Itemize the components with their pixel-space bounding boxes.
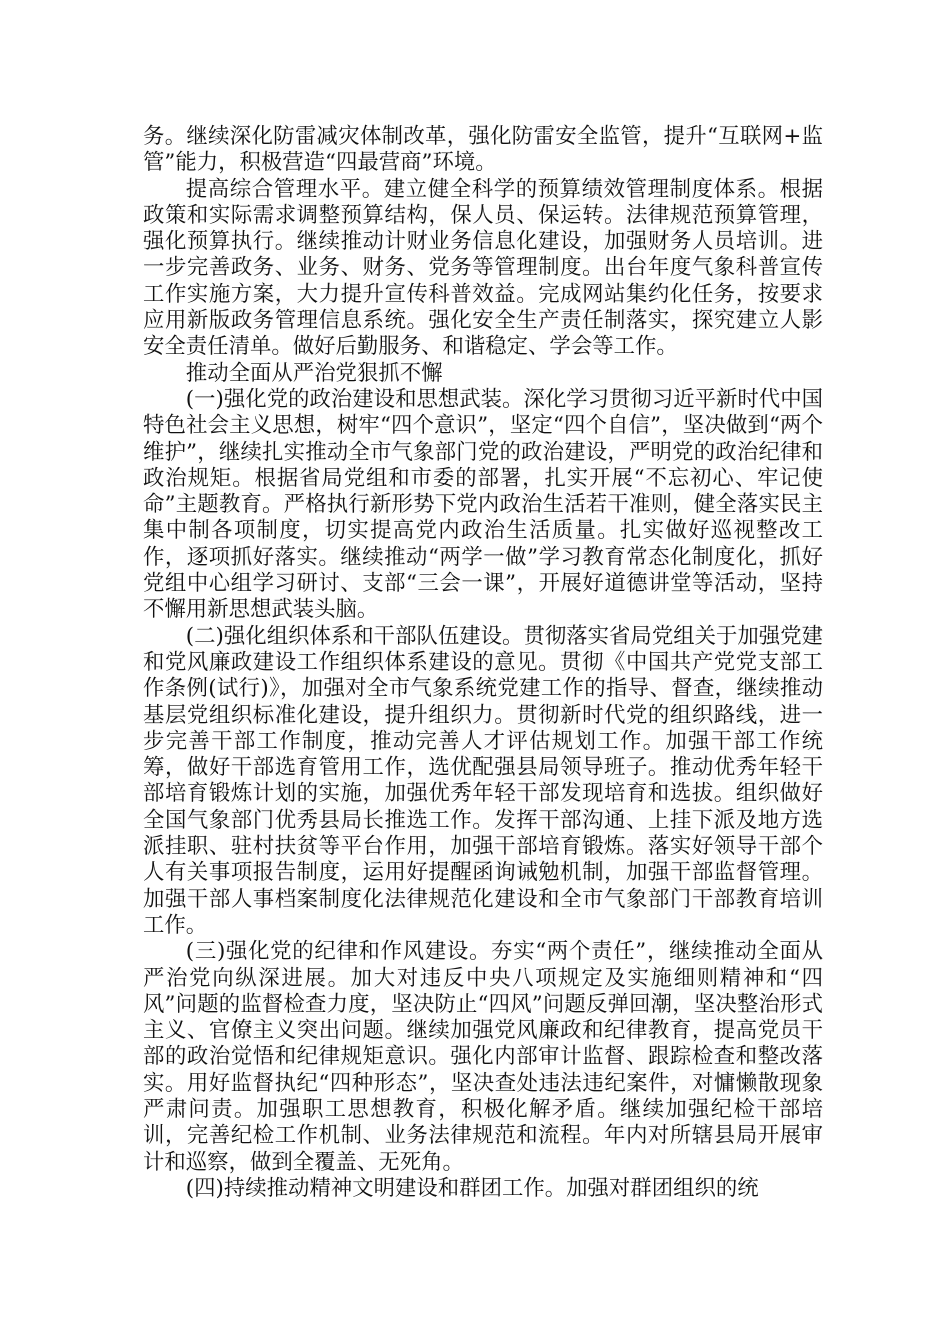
paragraph-continuation: 务。继续深化防雷减灾体制改革，强化防雷安全监管，提升“互联网+监管”能力，积极营造“四最营商”环境。 bbox=[143, 124, 823, 176]
paragraph-management: 提高综合管理水平。建立健全科学的预算绩效管理制度体系。根据政策和实际需求调整预算结构，保人员、保运转。法律规范预算管理，强化预算执行。继续推动计财业务信息化建设，加强财务人员培训。进一步完善政务、业务、财务、党务等管理制度。出台年度气象科普宣传工作实施方案，大力提升宣传科普效益。完成网站集约化任务，按要求应用新版政务管理信息系统。强化安全生产责任制落实，探究建立人影安全责任清单。做好后勤服务、和谐稳定、学会等工作。 bbox=[143, 176, 823, 360]
paragraph-political-building: (一)强化党的政治建设和思想武装。深化学习贯彻习近平新时代中国特色社会主义思想，树牢“四个意识”，坚定“四个自信”，坚决做到“两个维护”，继续扎实推动全市气象部门党的政治建设，严明党的政治纪律和政治规矩。根据省局党组和市委的部署，扎实开展“不忘初心、牢记使命”主题教育。严格执行新形势下党内政治生活若干准则，健全落实民主集中制各项制度，切实提高党内政治生活质量。扎实做好巡视整改工作，逐项抓好落实。继续推动“两学一做”学习教育常态化制度化，抓好党组中心组学习研讨、支部“三会一课”，开展好道德讲堂等活动，坚持不懈用新思想武装头脑。 bbox=[143, 386, 823, 623]
section-heading: 推动全面从严治党狠抓不懈 bbox=[185, 360, 443, 386]
paragraph-organization-building: (二)强化组织体系和干部队伍建设。贯彻落实省局党组关于加强党建和党风廉政建设工作组织体系建设的意见。贯彻《中国共产党党支部工作条例(试行)》，加强对全市气象系统党建工作的指导、督查，继续推动基层党组织标准化建设，提升组织力。贯彻新时代党的组织路线，进一步完善干部工作制度，推动完善人才评估规划工作。加强干部工作统筹，做好干部选育管用工作，选优配强县局领导班子。推动优秀年轻干部培育锻炼计划的实施，加强优秀年轻干部发现培育和选拔。组织做好全国气象部门优秀县局长推选工作。发挥干部沟通、上挂下派及地方选派挂职、驻村扶贫等平台作用，加强干部培育锻炼。落实好领导干部个人有关事项报告制度，运用好提醒函询诫勉机制，加强干部监督管理。加强干部人事档案制度化法律规范化建设和全市气象部门干部教育培训工作。 bbox=[143, 623, 823, 938]
document-page bbox=[143, 124, 823, 1202]
paragraph-discipline-building: (三)强化党的纪律和作风建设。夯实“两个责任”，继续推动全面从严治党向纵深进展。加大对违反中央八项规定及实施细则精神和“四风”问题的监督检查力度，坚决防止“四风”问题反弹回潮，坚决整治形式主义、官僚主义突出问题。继续加强党风廉政和纪律教育，提高党员干部的政治觉悟和纪律规矩意识。强化内部审计监督、跟踪检查和整改落实。用好监督执纪“四种形态”，坚决查处违法违纪案件，对慵懒散现象严肃问责。加强职工思想教育，积极化解矛盾。继续加强纪检干部培训，完善纪检工作机制、业务法律规范和流程。年内对所辖县局开展审计和巡察，做到全覆盖、无死角。 bbox=[143, 939, 823, 1175]
paragraph-civilization-building: (四)持续推动精神文明建设和群团工作。加强对群团组织的统 bbox=[185, 1175, 759, 1201]
